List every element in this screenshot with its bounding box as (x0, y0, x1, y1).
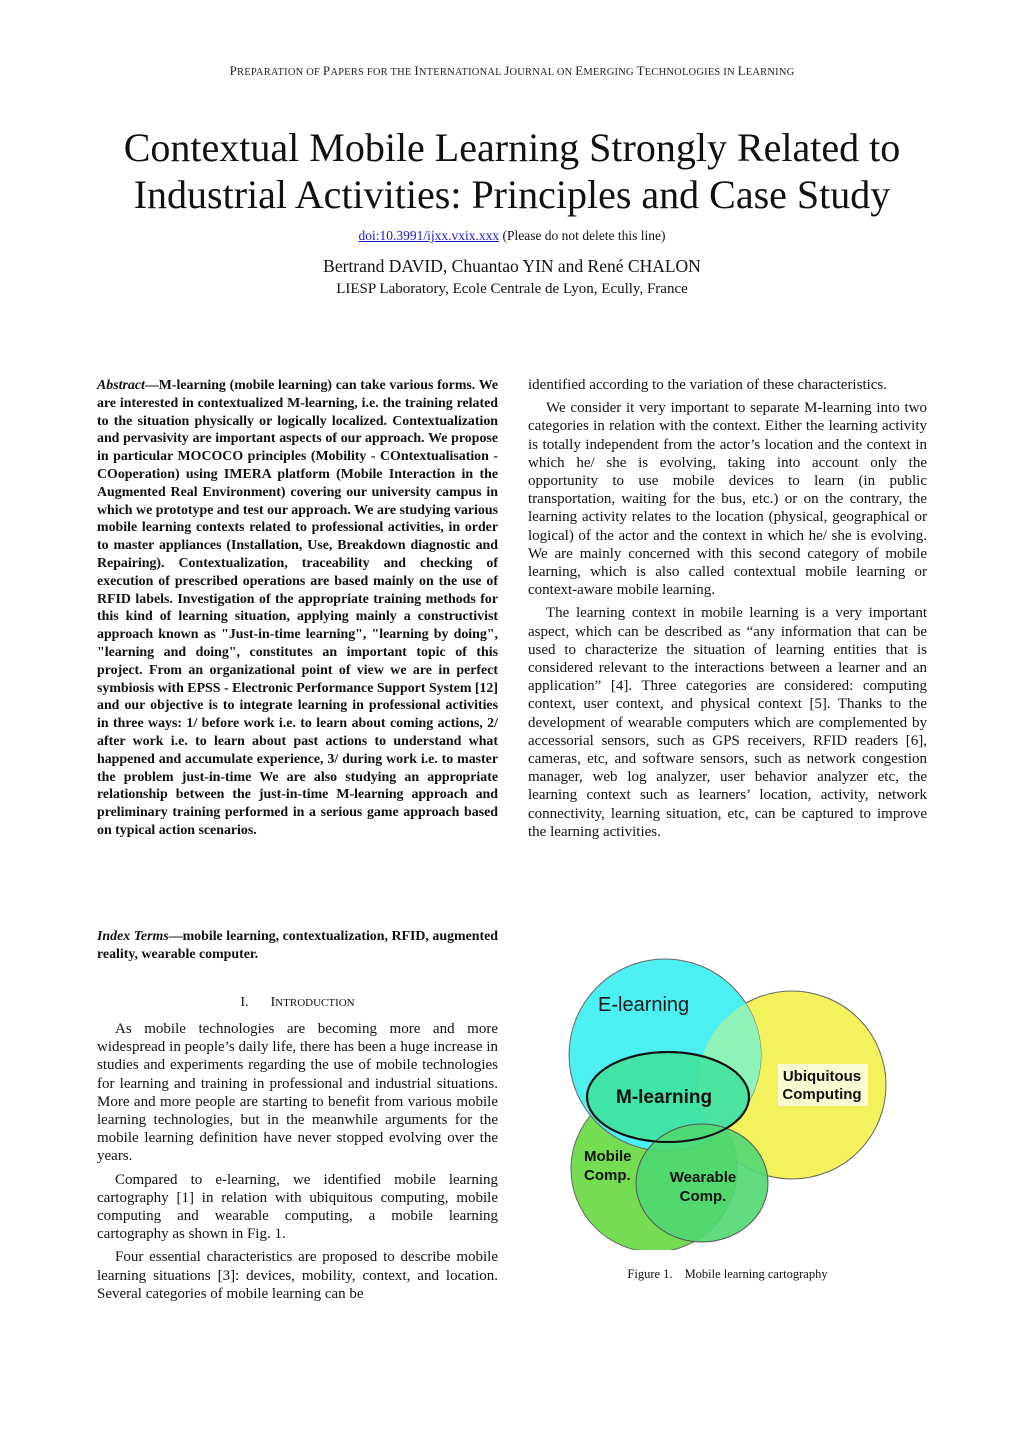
label-elearning: E-learning (598, 994, 690, 1016)
label-mlearning: M-learning (616, 1087, 713, 1108)
paragraph: Compared to e-learning, we identified mobile learning cartography [1] in relation with ubiquitous computing, mobile computing and wearable computing, a mobile learning cartography as shown in Fig. 1. (97, 1171, 498, 1243)
section-heading (97, 995, 498, 1011)
abstract-text: M-learning (mobile learning) can take various forms. We are interested in contextualized M-learning, i.e. the training related to the situation physically or logically localized. Contextualization and pervasivity are important aspects of our approach. We propose in particular MOCOCO principles (Mobility - COntextualisation - COoperation) using IMERA platform (Mobile Interaction in the Augmented Real Environment) covering our university campus in which we prototype and test our approach. We are studying various mobile learning contexts related to professional activities, in order to master appliances (Installation, Use, Breakdown diagnostic and Repairing). Contextualization, traceability and checking of execution of prescribed operations are based mainly on the use of RFID labels. Investigation of the appropriate training methods for this kind of learning situation, applying mainly a constructivist approach known as "Just-in-time learning", "learning by doing", "learning and doing", constitutes an important topic of this project. From an organizational point of view we are in perfect symbiosis with EPSS - Electronic Performance Support System [12] and our objective is to integrate learning in professional activities in three ways: 1/ before work i.e. to learn about coming actions, 2/ after work i.e. to learn about past actions to understand what happened and accumulate experience, 3/ during work i.e. to master the problem just-in-time We are also studying an appropriate relationship between the just-in-time M-learning approach and preliminary training performed in a serious game approach based on typical action scenarios. (97, 378, 499, 838)
author-list: Bertrand DAVID, Chuantao YIN and René CHALON (323, 256, 701, 276)
doi-note: (Please do not delete this line) (499, 228, 666, 243)
label-mobile-line-1: Mobile (584, 1148, 632, 1165)
index-terms-text: mobile learning, contextualization, RFID, augmented reality, wearable computer. (97, 929, 498, 962)
right-column-body (528, 376, 927, 846)
label-ubiquitous-line-1: Ubiquitous (782, 1068, 862, 1085)
index-terms (97, 928, 498, 964)
section-number: I. (240, 995, 249, 1010)
label-ubiquitous-line-2: Computing (782, 1086, 862, 1103)
introduction-body (97, 1020, 498, 1308)
abstract-label: Abstract (97, 378, 145, 393)
figure-caption (528, 1267, 927, 1282)
running-head-part: LEARNING (737, 63, 795, 78)
label-wearable-line-2: Comp. (679, 1188, 727, 1205)
running-head (0, 63, 1024, 79)
running-head-part: INTERNATIONAL (414, 63, 505, 78)
paragraph: We consider it very important to separate M-learning into two categories in relation with the context. Either the learning activity is totally independent from the actor’s location and the context in which he/ she is evolving, taking into account only the opportunity to use mobile devices to learn (in public transportation, waiting for the bus, etc.) or on the contrary, the learning activity relates to the location (physical, geographical or logical) of the actor and the context in which he/ she is evolving. We are mainly concerned with this second category of mobile learning, which is also called contextual mobile learning or context-aware mobile learning. (528, 400, 927, 599)
paragraph: The learning context in mobile learning is a very important aspect, which can be described as “any information that can be used to characterize the situation of learning entities that is considered relevant to the interactions between a learner and an application” [4]. Three categories are considered: computing context, user context, and physical context [5]. Thanks to the development of wearable computers which are complemented by accessorial sensors, such as GPS receivers, RFID readers [6], cameras, etc, and software sensors, such as network congestion manager, web log analyzer, user behavior analyzer etc, the learning context such as learners’ location, activity, network connectivity, learning situation, etc, can be captured to improve the learning activities. (528, 605, 927, 840)
abstract (97, 377, 498, 840)
label-wearable-line-1: Wearable (669, 1169, 737, 1186)
caption-number: Figure 1. (627, 1267, 673, 1281)
running-head-part: EMERGING (575, 63, 637, 78)
paragraph: Four essential characteristics are proposed to describe mobile learning situations [3]: devices, mobility, context, and location. Several categories of mobile learning can be (97, 1249, 498, 1302)
venn-diagram (560, 945, 900, 1250)
caption-text: Mobile learning cartography (684, 1267, 828, 1281)
label-mobile-line-2: Comp. (584, 1167, 631, 1184)
figure-mobile-learning-cartography (560, 945, 900, 1250)
running-head-part: TECHNOLOGIES IN (636, 63, 738, 78)
abstract-dash: — (144, 378, 159, 393)
running-head-part: PAPERS FOR THE (322, 63, 415, 78)
title-line-1: Contextual Mobile Learning Strongly Related to (123, 125, 901, 170)
doi-link[interactable]: doi:10.3991/ijxx.vxix.xxx (358, 228, 500, 243)
title-line-2: Industrial Activities: Principles and Case Study (133, 172, 891, 217)
paragraph: As mobile technologies are becoming more and more widespread in people’s daily life, there has been a huge increase in studies and experiments regarding the use of mobile technologies for learning and training in professional and industrial situations. More and more people are starting to benefit from various mobile learning technologies, but in the meanwhile arguments for the mobile learning definition have never stopped evolving over the years. (97, 1021, 498, 1165)
paper-title (60, 124, 964, 218)
index-terms-dash: — (168, 929, 183, 944)
paragraph: identified according to the variation of these characteristics. (528, 377, 888, 393)
affiliation: LIESP Laboratory, Ecole Centrale de Lyon, Ecully, France (336, 281, 688, 297)
section-title: INTRODUCTION (270, 995, 355, 1010)
doi-line (0, 228, 1024, 244)
running-head-part: JOURNAL ON (504, 63, 576, 78)
running-head-part: PREPARATION OF (229, 63, 323, 78)
index-terms-label: Index Terms (97, 929, 169, 944)
